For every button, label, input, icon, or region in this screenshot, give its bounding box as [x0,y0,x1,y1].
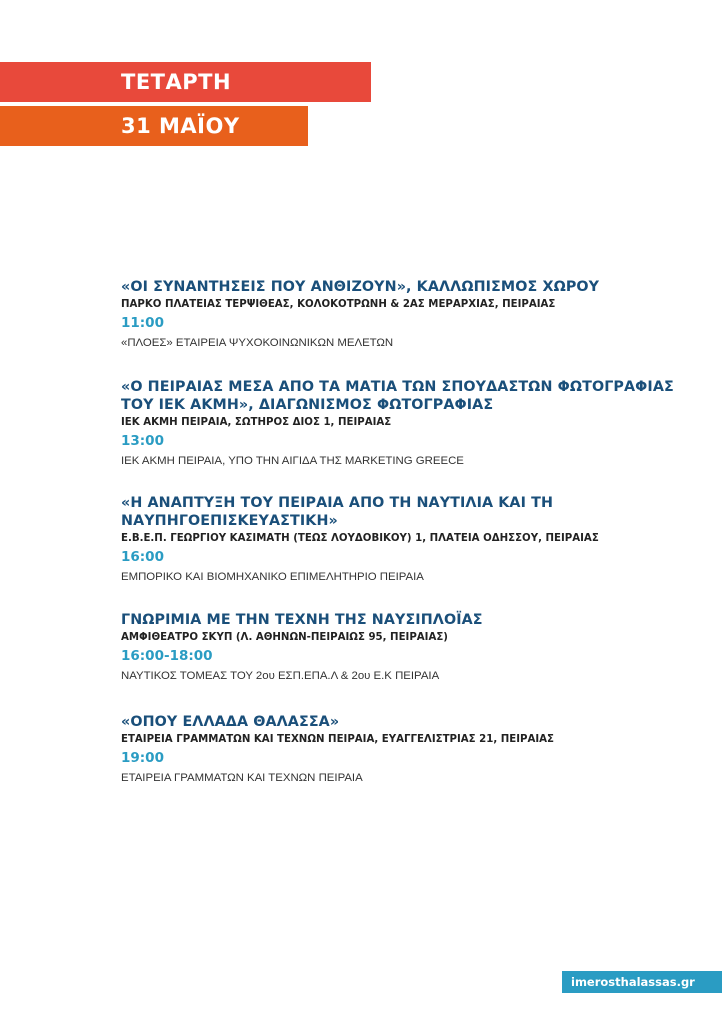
event-time: 11:00 [121,315,164,331]
event-organizer: «ΠΛΟΕΣ» ΕΤΑΙΡΕΙΑ ΨΥΧΟΚΟΙΝΩΝΙΚΩΝ ΜΕΛΕΤΩΝ [121,337,394,349]
event-location: ΙΕΚ ΑΚΜΗ ΠΕΙΡΑΙΑ, ΣΩΤΗΡΟΣ ΔΙΟΣ 1, ΠΕΙΡΑΙΑΣ [121,417,392,428]
event-time: 19:00 [121,750,164,766]
event-location: Ε.Β.Ε.Π. ΓΕΩΡΓΙΟΥ ΚΑΣΙΜΑΤΗ (ΤΕΩΣ ΛΟΥΔΟΒΙΚΟΥ) 1, ΠΛΑΤΕΙΑ ΟΔΗΣΣΟΥ, ΠΕΙΡΑΙΑΣ [121,533,599,544]
event-organizer: ΕΤΑΙΡΕΙΑ ΓΡΑΜΜΑΤΩΝ ΚΑΙ ΤΕΧΝΩΝ ΠΕΙΡΑΙΑ [121,772,363,784]
event-5 [121,713,701,786]
event-time: 16:00-18:00 [121,648,213,664]
event-title-line: «Ο ΠΕΙΡΑΙΑΣ ΜΕΣΑ ΑΠΟ ΤΑ ΜΑΤΙΑ ΤΩΝ ΣΠΟΥΔΑΣΤΩΝ ΦΩΤΟΓΡΑΦΙΑΣ [121,379,674,395]
event-title [121,278,701,296]
event-4 [121,611,701,684]
day-header: ΤΕΤΑΡΤΗ [0,62,371,102]
event-title-line: «ΟΠΟΥ ΕΛΛΑΔΑ ΘΑΛΑΣΣΑ» [121,714,340,730]
website-link[interactable]: imerosthalassas.gr [562,971,722,993]
event-title-line: ΝΑΥΠΗΓΟΕΠΙΣΚΕΥΑΣΤΙΚΗ» [121,513,338,529]
event-title-line: «ΟΙ ΣΥΝΑΝΤΗΣΕΙΣ ΠΟΥ ΑΝΘΙΖΟΥΝ», ΚΑΛΛΩΠΙΣΜΟΣ ΧΩΡΟΥ [121,279,600,295]
event-time: 13:00 [121,433,164,449]
event-3 [121,494,701,585]
event-organizer: ΙΕΚ ΑΚΜΗ ΠΕΙΡΑΙΑ, ΥΠΟ ΤΗΝ ΑΙΓΙΔΑ ΤΗΣ MARKETING GREECE [121,455,464,467]
event-organizer: ΝΑΥΤΙΚΟΣ ΤΟΜΕΑΣ ΤΟΥ 2ου ΕΣΠ.ΕΠΑ.Λ & 2ου Ε.Κ ΠΕΙΡΑΙΑ [121,670,440,682]
event-title [121,494,701,530]
event-location: ΑΜΦΙΘΕΑΤΡΟ ΣΚΥΠ (Λ. ΑΘΗΝΩΝ-ΠΕΙΡΑΙΩΣ 95, ΠΕΙΡΑΙΑΣ) [121,632,448,643]
event-1 [121,278,701,351]
event-title-line: ΤΟΥ ΙΕΚ ΑΚΜΗ», ΔΙΑΓΩΝΙΣΜΟΣ ΦΩΤΟΓΡΑΦΙΑΣ [121,397,494,413]
event-time: 16:00 [121,549,164,565]
event-title-line: ΓΝΩΡΙΜΙΑ ΜΕ ΤΗΝ ΤΕΧΝΗ ΤΗΣ ΝΑΥΣΙΠΛΟΪΑΣ [121,612,483,628]
event-location: ΠΑΡΚΟ ΠΛΑΤΕΙΑΣ ΤΕΡΨΙΘΕΑΣ, ΚΟΛΟΚΟΤΡΩΝΗ & 2ΑΣ ΜΕΡΑΡΧΙΑΣ, ΠΕΙΡΑΙΑΣ [121,299,556,310]
event-organizer: ΕΜΠΟΡΙΚΟ ΚΑΙ ΒΙΟΜΗΧΑΝΙΚΟ ΕΠΙΜΕΛΗΤΗΡΙΟ ΠΕΙΡΑΙΑ [121,571,424,583]
event-title [121,713,701,731]
event-title-line: «Η ΑΝΑΠΤΥΞΗ ΤΟΥ ΠΕΙΡΑΙΑ ΑΠΟ ΤΗ ΝΑΥΤΙΛΙΑ ΚΑΙ ΤΗ [121,495,554,511]
event-location: ΕΤΑΙΡΕΙΑ ΓΡΑΜΜΑΤΩΝ ΚΑΙ ΤΕΧΝΩΝ ΠΕΙΡΑΙΑ, ΕΥΑΓΓΕΛΙΣΤΡΙΑΣ 21, ΠΕΙΡΑΙΑΣ [121,734,555,745]
event-title [121,378,701,414]
event-2 [121,378,701,469]
date-header: 31 ΜΑΪΟΥ [0,106,308,146]
event-title [121,611,701,629]
